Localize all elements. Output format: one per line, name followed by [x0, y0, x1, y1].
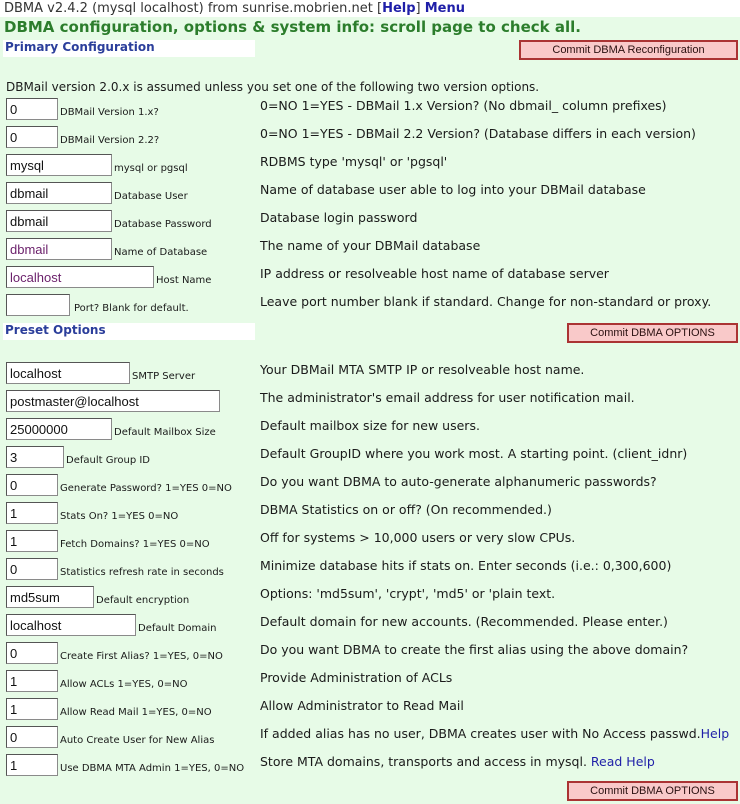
gen-password-label: Generate Password? 1=YES 0=NO [60, 483, 232, 494]
dbmail-v22-input[interactable] [6, 126, 58, 148]
db-name-row [0, 238, 740, 262]
page-subtitle: DBMA configuration, options & system info: scroll page to check all. [4, 18, 581, 36]
read-mail-desc: Allow Administrator to Read Mail [260, 698, 464, 713]
stats-refresh-label: Statistics refresh rate in seconds [60, 567, 224, 578]
db-user-input[interactable] [6, 182, 112, 204]
title-bracket: ] [415, 1, 421, 16]
read-mail-input[interactable] [6, 698, 58, 720]
fetch-domains-label: Fetch Domains? 1=YES 0=NO [60, 539, 210, 550]
db-user-desc: Name of database user able to log into your DBMail database [260, 182, 646, 197]
help-link[interactable]: Help [382, 1, 416, 16]
stats-refresh-row [0, 558, 740, 582]
first-alias-label: Create First Alias? 1=YES, 0=NO [60, 651, 223, 662]
mailbox-size-row [0, 418, 740, 442]
db-password-label: Database Password [114, 219, 212, 230]
dbmail-v22-row [0, 126, 740, 150]
host-name-label: Host Name [156, 275, 212, 286]
default-domain-input[interactable] [6, 614, 136, 636]
mta-admin-desc [260, 754, 655, 769]
db-name-input[interactable] [6, 238, 112, 260]
port-row [0, 294, 740, 318]
mta-admin-label: Use DBMA MTA Admin 1=YES, 0=NO [60, 763, 245, 774]
allow-acls-row [0, 670, 740, 694]
dbmail-v22-label: DBMail Version 2.2? [60, 135, 160, 146]
allow-acls-label: Allow ACLs 1=YES, 0=NO [60, 679, 188, 690]
smtp-desc: Your DBMail MTA SMTP IP or resolveable host name. [260, 362, 585, 377]
group-id-desc: Default GroupID where you work most. A starting point. (client_idnr) [260, 446, 688, 461]
port-desc: Leave port number blank if standard. Change for non-standard or proxy. [260, 294, 712, 309]
port-label: Port? Blank for default. [74, 303, 189, 314]
dbmail-v1-row [0, 98, 740, 122]
rdbms-label: mysql or pgsql [114, 163, 188, 174]
allow-acls-input[interactable] [6, 670, 58, 692]
group-id-label: Default Group ID [66, 455, 150, 466]
host-name-input[interactable] [6, 266, 154, 288]
dbmail-v1-input[interactable] [6, 98, 58, 120]
stats-refresh-input[interactable] [6, 558, 58, 580]
fetch-domains-desc: Off for systems > 10,000 users or very slow CPUs. [260, 530, 576, 545]
smtp-label: SMTP Server [132, 371, 196, 382]
stats-on-input[interactable] [6, 502, 58, 524]
dbmail-v1-desc: 0=NO 1=YES - DBMail 1.x Version? (No dbmail_ column prefixes) [260, 98, 667, 113]
commit-options-bottom-button[interactable]: Commit DBMA OPTIONS [567, 781, 738, 801]
allow-acls-desc: Provide Administration of ACLs [260, 670, 453, 685]
first-alias-row [0, 642, 740, 666]
dbmail-v1-label: DBMail Version 1.x? [60, 107, 159, 118]
auto-create-user-desc [260, 726, 729, 741]
primary-config-heading: Primary Configuration [3, 40, 255, 57]
mailbox-size-label: Default Mailbox Size [114, 427, 216, 438]
gen-password-desc: Do you want DBMA to auto-generate alphanumeric passwords? [260, 474, 657, 489]
group-id-input[interactable] [6, 446, 64, 468]
gen-password-input[interactable] [6, 474, 58, 496]
db-password-desc: Database login password [260, 210, 418, 225]
db-password-row [0, 210, 740, 234]
auto-create-user-help-link[interactable]: Help [700, 726, 730, 741]
default-domain-desc: Default domain for new accounts. (Recommended. Please enter.) [260, 614, 668, 629]
fetch-domains-row [0, 530, 740, 554]
version-note: DBMail version 2.0.x is assumed unless you set one of the following two version options. [6, 80, 540, 94]
auto-create-user-input[interactable] [6, 726, 58, 748]
group-id-row [0, 446, 740, 470]
window-title [0, 0, 740, 17]
mta-admin-desc-text: Store MTA domains, transports and access in mysql. [260, 754, 587, 769]
first-alias-input[interactable] [6, 642, 58, 664]
encryption-label: Default encryption [96, 595, 190, 606]
db-password-input[interactable] [6, 210, 112, 232]
read-mail-label: Allow Read Mail 1=YES, 0=NO [60, 707, 212, 718]
rdbms-desc: RDBMS type 'mysql' or 'pgsql' [260, 154, 448, 169]
admin-email-row [0, 390, 740, 414]
stats-on-row [0, 502, 740, 526]
encryption-desc: Options: 'md5sum', 'crypt', 'md5' or 'plain text. [260, 586, 556, 601]
encryption-input[interactable] [6, 586, 94, 608]
smtp-row [0, 362, 740, 386]
mailbox-size-desc: Default mailbox size for new users. [260, 418, 480, 433]
default-domain-label: Default Domain [138, 623, 217, 634]
auto-create-user-row [0, 726, 740, 750]
admin-email-input[interactable] [6, 390, 220, 412]
dbmail-v22-desc: 0=NO 1=YES - DBMail 2.2 Version? (Database differs in each version) [260, 126, 696, 141]
fetch-domains-input[interactable] [6, 530, 58, 552]
db-user-row [0, 182, 740, 206]
first-alias-desc: Do you want DBMA to create the first alias using the above domain? [260, 642, 689, 657]
host-name-desc: IP address or resolveable host name of database server [260, 266, 609, 281]
read-mail-row [0, 698, 740, 722]
mailbox-size-input[interactable] [6, 418, 112, 440]
smtp-input[interactable] [6, 362, 130, 384]
auto-create-user-desc-text: If added alias has no user, DBMA creates user with No Access passwd. [260, 726, 701, 741]
mta-admin-row [0, 754, 740, 778]
mta-admin-help-link[interactable]: Read Help [590, 754, 655, 769]
menu-link[interactable]: Menu [424, 1, 466, 16]
stats-on-desc: DBMA Statistics on or off? (On recommended.) [260, 502, 552, 517]
db-name-desc: The name of your DBMail database [260, 238, 481, 253]
port-input[interactable] [6, 294, 70, 316]
rdbms-row [0, 154, 740, 178]
db-user-label: Database User [114, 191, 188, 202]
rdbms-input[interactable] [6, 154, 112, 176]
stats-refresh-desc: Minimize database hits if stats on. Enter seconds (i.e.: 0,300,600) [260, 558, 672, 573]
auto-create-user-label: Auto Create User for New Alias [60, 735, 215, 746]
mta-admin-input[interactable] [6, 754, 58, 776]
default-domain-row [0, 614, 740, 638]
host-name-row [0, 266, 740, 290]
encryption-row [0, 586, 740, 610]
gen-password-row [0, 474, 740, 498]
preset-options-heading: Preset Options [3, 323, 255, 340]
commit-reconfiguration-button[interactable]: Commit DBMA Reconfiguration [519, 40, 738, 60]
db-name-label: Name of Database [114, 247, 208, 258]
admin-email-desc: The administrator's email address for user notification mail. [260, 390, 635, 405]
stats-on-label: Stats On? 1=YES 0=NO [60, 511, 179, 522]
title-prefix: DBMA v2.4.2 (mysql localhost) from sunrise.mobrien.net [ [4, 1, 383, 16]
commit-options-button[interactable]: Commit DBMA OPTIONS [567, 323, 738, 343]
